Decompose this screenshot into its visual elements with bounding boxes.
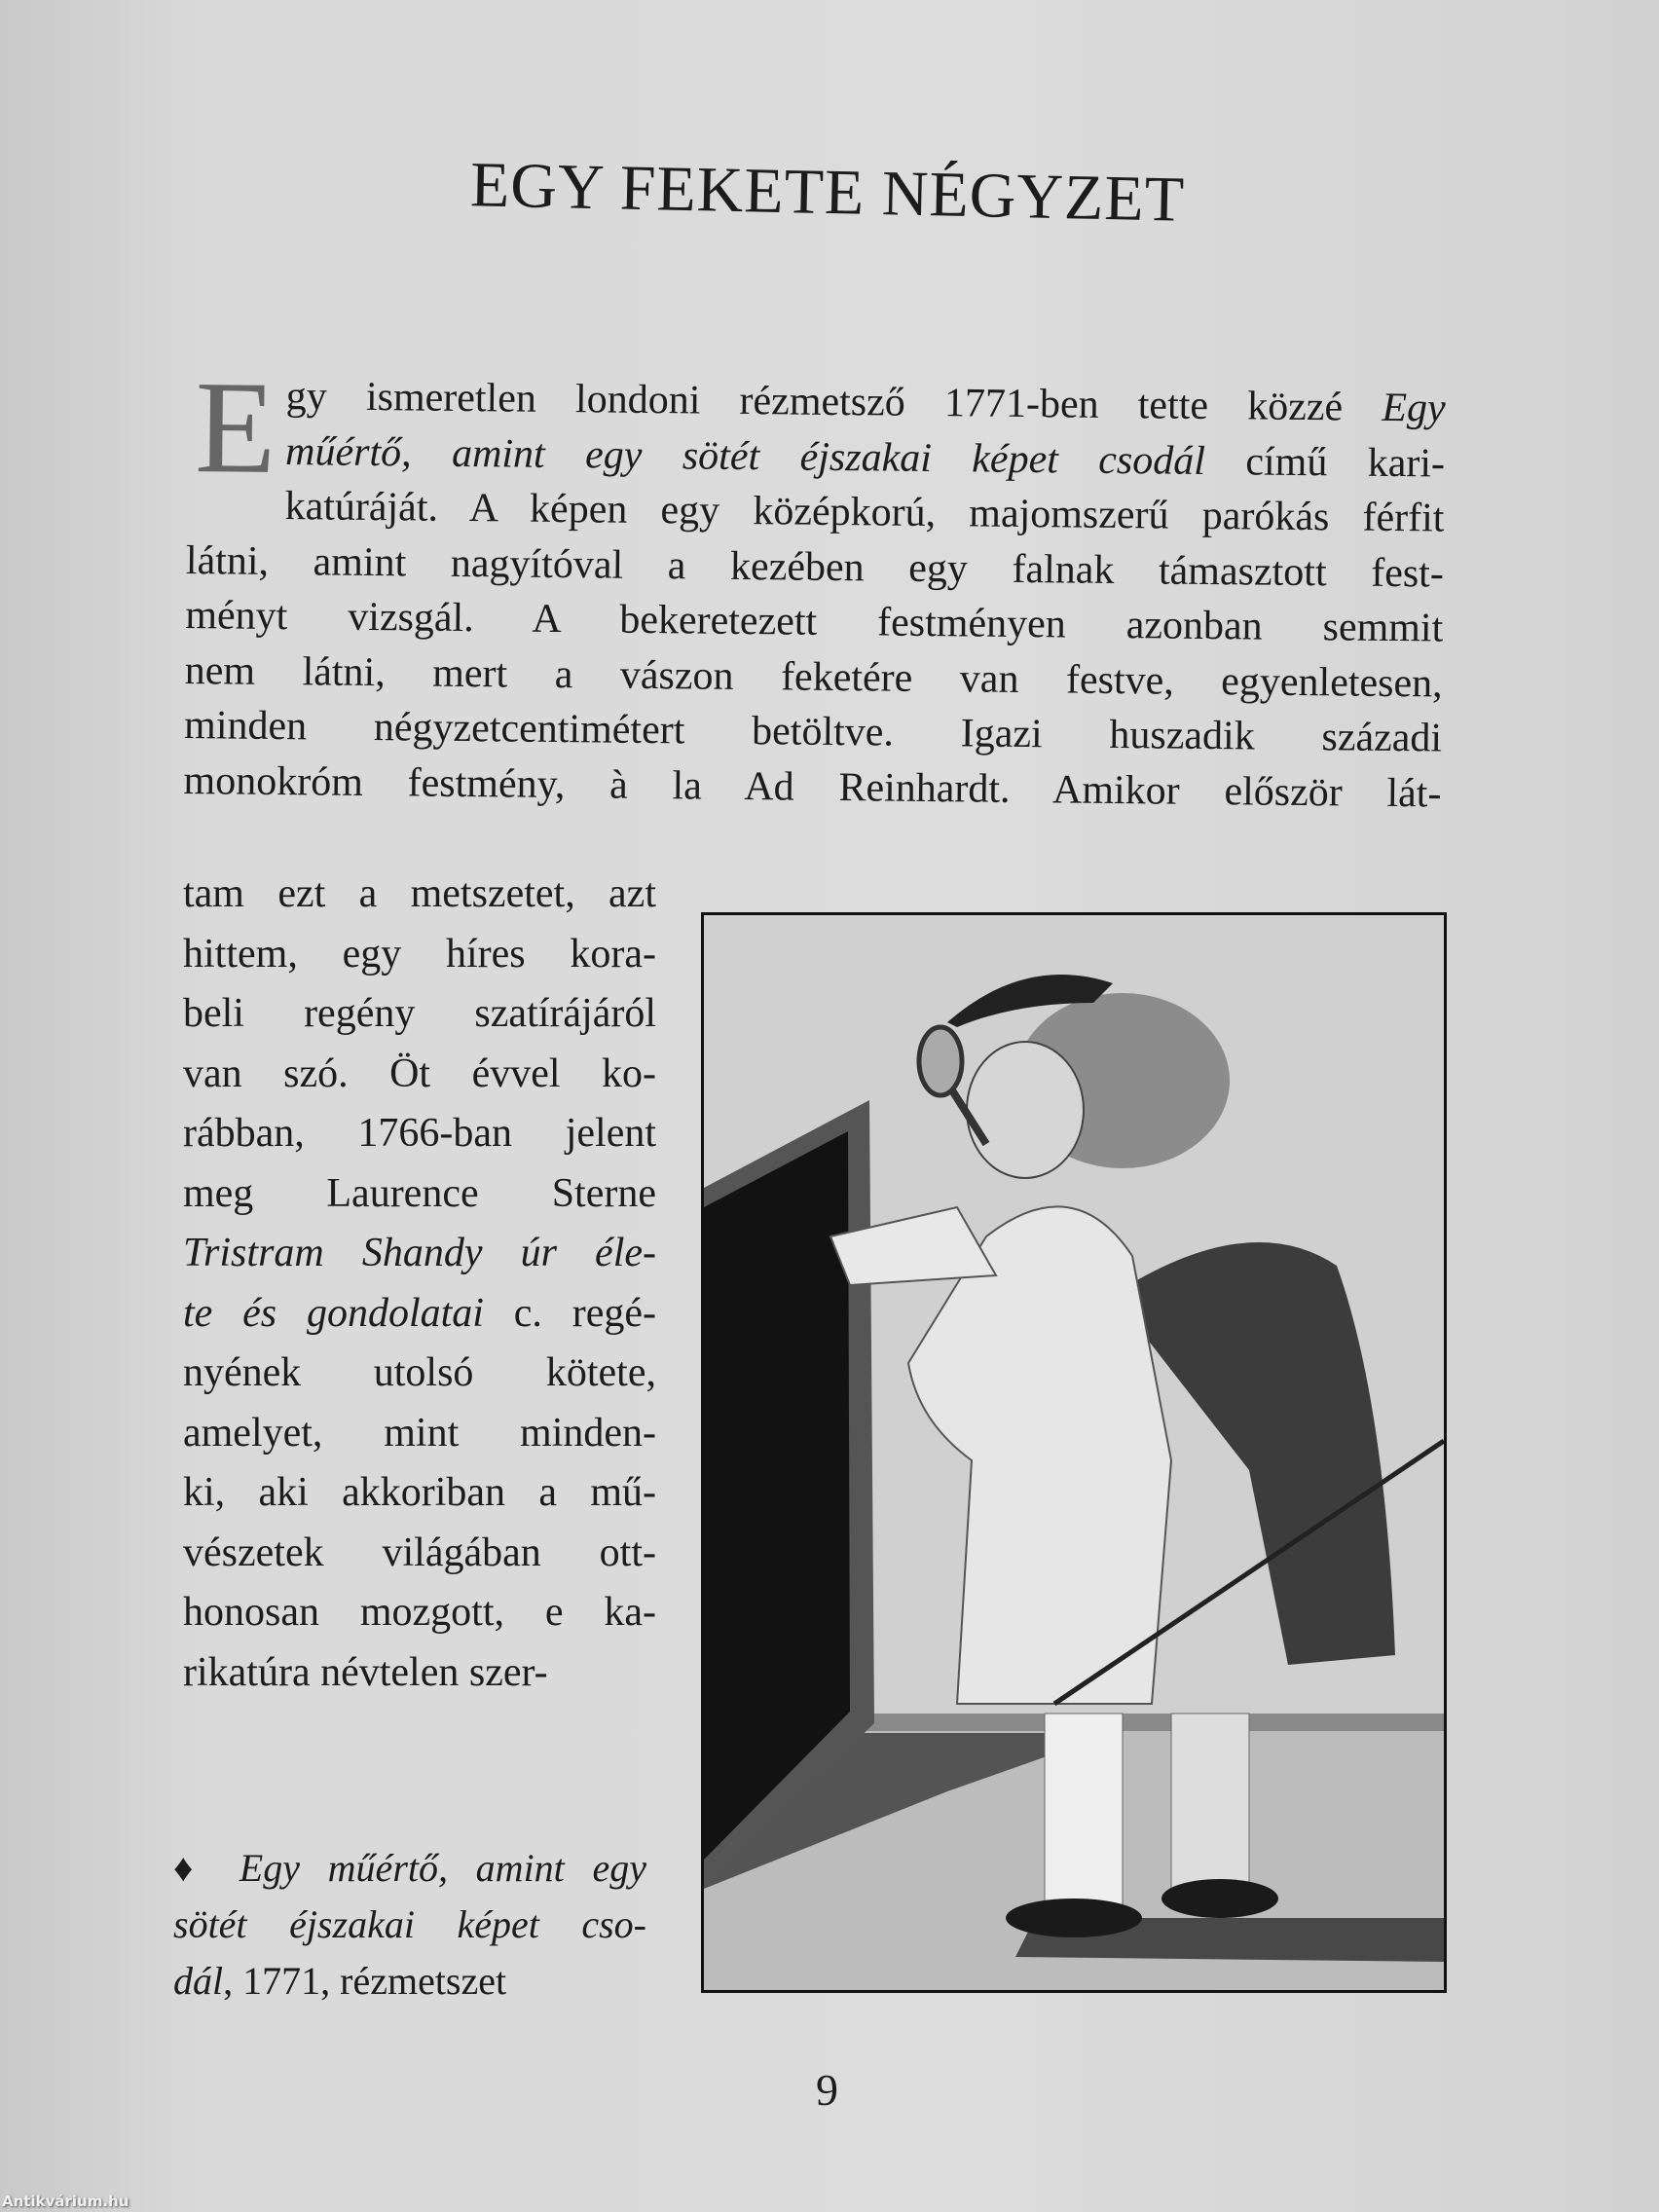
figure-caption xyxy=(173,1840,646,2009)
text-line: beli regény szatírájáról xyxy=(183,991,656,1036)
italic-title: Egy xyxy=(1382,385,1446,431)
text-line xyxy=(183,1284,656,1345)
text-line: nyének utolsó kötete, xyxy=(183,1350,656,1395)
text-line: vészetek világában ott- xyxy=(183,1530,656,1575)
text-line: minden négyzetcentimétert betöltve. Igazi huszadik századi xyxy=(183,702,1443,761)
connoisseur-engraving xyxy=(704,915,1444,1990)
caption-italic: sötét éjszakai képet cso- xyxy=(173,1902,646,1946)
caption-italic: dál xyxy=(173,1959,224,2003)
narrow-column-text xyxy=(183,865,656,1703)
chapter-title: EGY FEKETE NÉGYZET xyxy=(469,149,1186,236)
text-span: gy ismeretlen londoni rézmetsző 1771-ben tette közzé xyxy=(285,374,1382,430)
text-line: látni, amint nagyítóval a kezében egy falnak támasztott fest- xyxy=(185,537,1445,597)
text-line: amelyet, mint minden- xyxy=(183,1410,656,1456)
drop-cap: E xyxy=(194,354,277,501)
caption-line xyxy=(173,1840,646,1897)
watermark: Antikvárium.hu xyxy=(2,2193,129,2210)
text-span: című kari- xyxy=(1204,438,1446,487)
text-line xyxy=(183,1224,656,1284)
text-line: rikatúra névtelen szer- xyxy=(183,1649,548,1695)
text-line: van szó. Öt évvel ko- xyxy=(183,1051,656,1096)
text-line: ményt vizsgál. A bekeretezett festményen azonban semmit xyxy=(185,592,1444,651)
intro-paragraph xyxy=(183,354,1446,822)
text-line: monokróm festmény, à la Ad Reinhardt. Amikor először lát- xyxy=(183,757,1442,817)
diamond-bullet-icon: ♦ xyxy=(173,1846,212,1890)
page-number: 9 xyxy=(816,2065,838,2115)
text-line: nem látni, mert a vászon feketére van festve, egyenletesen, xyxy=(184,647,1443,707)
text-line: rábban, 1766-ban jelent xyxy=(183,1111,656,1156)
text-line: honosan mozgott, e ka- xyxy=(183,1590,656,1635)
caption-italic: Egy műértő, amint egy xyxy=(239,1846,646,1890)
engraving-illustration xyxy=(701,912,1447,1993)
caption-line xyxy=(173,1953,646,2009)
caption-text: , 1771, rézmetszet xyxy=(223,1959,507,2003)
italic-title: Tristram Shandy úr éle- xyxy=(183,1231,656,1275)
text-span: c. regé- xyxy=(483,1290,656,1336)
text-line: hittem, egy híres kora- xyxy=(183,931,656,977)
text-line: meg Laurence Sterne xyxy=(183,1170,656,1216)
caption-line xyxy=(173,1897,646,1953)
italic-title: műértő, amint egy sötét éjszakai képet csodál xyxy=(284,428,1206,484)
text-line: ki, aki akkoriban a mű- xyxy=(183,1470,656,1515)
italic-title: te és gondolatai xyxy=(183,1290,484,1336)
text-line: tam ezt a metszetet, azt xyxy=(183,871,656,916)
text-line: katúráját. A képen egy középkorú, majomszerű parókás férfit xyxy=(284,484,1445,541)
